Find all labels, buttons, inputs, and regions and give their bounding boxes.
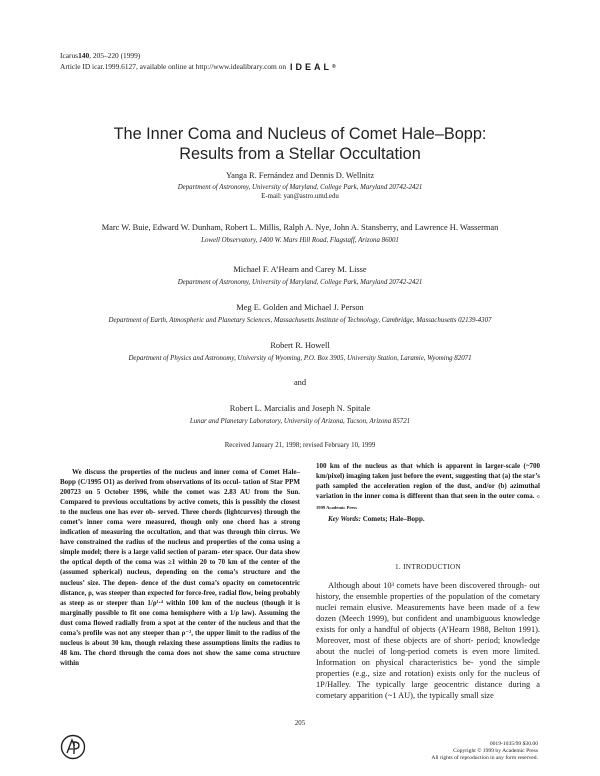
issn-price: 0019-1035/99 $30.00 — [489, 741, 538, 747]
affiliation-5: Department of Physics and Astronomy, University of Wyoming, P.O. Box 3905, University Station, Laramie, Wyoming 82071 — [128, 355, 472, 362]
abstract-line: 2.83 AU from the Sun. Compared to previous occultations by active — [60, 488, 300, 507]
keywords — [328, 514, 425, 524]
author-email: E-mail: yan@astro.umd.edu — [261, 193, 339, 200]
article-id: Article ID icar.1999.6127, available online at http://www.idealibrary.com on — [60, 61, 287, 71]
abstract-line: it is marginally possible to fit one coma hemisphere with a 1/ρ law). — [60, 598, 301, 617]
author-group-2: Marc W. Buie, Edward W. Dunham, Robert L. Millis, Ralph A. Nye, John A. Stansberry, and Lawrence H. Wasserman — [101, 223, 499, 232]
intro-line: cometary nuclei remain elusive. Measurements have been made — [316, 591, 540, 612]
abstract-line: and/or (b) azimuthal variation in the inner coma is different than — [316, 482, 541, 501]
abstract-line: We discuss the properties of the nucleus and inner coma of Comet — [72, 468, 280, 476]
abstract-line: (~700 km/pixel) imaging taken just before the event, suggesting — [316, 462, 540, 481]
page-number: 205 — [294, 720, 306, 727]
abstract-line: have constrained the radius of the nucleus and properties of the — [60, 538, 258, 547]
intro-paragraph — [316, 581, 540, 701]
abstract-line: that seen in the outer coma. — [450, 492, 535, 501]
abstract-line: the nucleus and that the coma’s profile was not any steeper than ρ⁻², — [60, 618, 300, 637]
abstract-line: depending on the coma’s structure and the nucleus’ size. The depen- — [60, 568, 300, 587]
affiliation-4: Department of Earth, Atmospheric and Planetary Sciences, Massachusetts Institute of Technology, Cambridge, Massachusetts 02139-4307 — [108, 317, 492, 324]
abstract-line: served. Three chords (lightcurves) through the comet’s inner coma — [60, 508, 301, 527]
abstract-line: steeper than expected for force-free, radial flow, being probably as — [60, 588, 300, 607]
author-group-3: Michael F. A’Hearn and Carey M. Lisse — [233, 265, 367, 274]
author-group-5: Robert R. Howell — [270, 341, 330, 350]
affiliation-2: Lowell Observatory, 1400 W. Mars Hill Road, Flagstaff, Arizona 86001 — [201, 237, 399, 244]
keywords-label: Key Words: — [328, 515, 361, 523]
copyright-notice: © 1999 Academic Press — [316, 494, 540, 511]
publisher-logo-icon — [60, 734, 86, 760]
abstract-line: comets, this is possibly the closest to the nucleus one has ever ob- — [60, 498, 301, 517]
journal-name: Icarus — [60, 51, 79, 60]
and-separator: and — [293, 378, 307, 387]
title-line-1: The Inner Coma and Nucleus of Comet Hale–Bopp: — [113, 125, 487, 143]
publisher-logo — [60, 734, 86, 760]
abstract — [60, 467, 300, 668]
author-group-1: Yanga R. Fernández and Dennis D. Wellnitz — [225, 171, 375, 180]
abstract-line: steep as or steeper than 1/ρ¹·⁴ within 100 km of the nucleus (though — [69, 598, 285, 607]
intro-line: Belton 1991). Moreover, most of these objects are of short- — [316, 624, 540, 645]
ideal-reg-mark: ® — [332, 63, 336, 70]
copyright-footer — [431, 741, 538, 763]
intro-line: period; knowledge about the nuclei of long-period comets is — [316, 635, 540, 656]
affiliation-3: Department of Astronomy, University of Maryland, College Park, Maryland 20742-2421 — [177, 279, 423, 286]
ideal-logo[interactable] — [290, 62, 336, 73]
abstract-line: tation of Star PPM 200723 on 5 October 1996, while the comet was — [60, 478, 300, 497]
abstract-line: within 20 to 70 km of the center of the (assumed spherical) nucleus, — [60, 558, 301, 577]
intro-line: during a cometary apparition (~1 AU), the typically small size — [316, 679, 540, 700]
abstract-line: eter space. Our data show the optical depth of the coma was ≥1 — [60, 548, 301, 567]
intro-line: Although about 10³ comets have been discovered through- — [328, 581, 527, 590]
abstract-line: Hale–Bopp (C/1995 O1) as derived from observations of its occul- — [60, 468, 301, 487]
abstract-line: through the coma does not show the same coma structure within — [60, 648, 300, 667]
affiliation-1: Department of Astronomy, University of Maryland, College Park, Maryland 20742-2421 — [177, 184, 423, 191]
copyright-line: Copyright © 1999 by Academic Press — [453, 748, 538, 755]
abstract-line: that (a) the star’s path sampled the acceleration region of the dust, — [316, 472, 541, 491]
intro-line: knowledge exists for only a handful of objects (A’Hearn 1988, — [316, 613, 540, 634]
affiliation-6: Lunar and Planetary Laboratory, University of Arizona, Tucson, Arizona 85721 — [189, 418, 411, 425]
abstract-line: dence of the dust coma’s opacity on cometocentric distance, ρ, was — [60, 578, 300, 597]
abstract-line: Assuming the dust coma flowed radially from a spot at the center of — [60, 608, 300, 627]
citation-line — [60, 51, 336, 62]
paper-title — [60, 124, 540, 164]
author-group-6: Robert L. Marcialis and Joseph N. Spitale — [229, 404, 371, 413]
intro-line: out history, the ensemble properties of the population of the — [316, 581, 540, 601]
keywords-value: Comets; Hale–Bopp. — [362, 515, 425, 523]
author-group-4: Meg E. Golden and Michael J. Person — [236, 303, 364, 312]
volume-number: 140 — [78, 51, 90, 60]
abstract-line: the upper limit to the radius of the nucleus is about 30 km, though — [60, 628, 301, 647]
intro-line: of a few dozen (Meech 1999), but confident and unambiguous — [316, 602, 540, 623]
rights-line: All rights of reproduction in any form reserved. — [431, 755, 538, 762]
intro-line: yond the simple properties (e.g., size and rotation) exists only for — [316, 657, 541, 678]
abstract-line: measuring the occultation, and that was through thin cirrus. We — [101, 528, 300, 537]
intro-line: the nucleus of 1P/Halley. The typically large geocentric distance — [316, 668, 540, 689]
abstract-continued — [316, 461, 540, 513]
journal-header — [60, 51, 336, 72]
title-line-2: Results from a Stellar Occultation — [179, 145, 421, 163]
received-dates: Received January 21, 1998; revised February 10, 1999 — [224, 442, 376, 449]
ideal-logo-text: IDEAL — [290, 61, 333, 72]
abstract-line: were measured, though only one chord has a strong indication of — [60, 518, 301, 537]
abstract-line: coma using a simple model; there is a large valid section of param- — [60, 538, 300, 557]
article-id-line — [60, 62, 336, 73]
abstract-line: 100 km of the nucleus as that which is apparent in larger-scale — [316, 462, 521, 470]
intro-line: even more limited. Information on physical characteristics be- — [316, 646, 540, 667]
citation-pages: , 205–220 (1999) — [89, 51, 141, 60]
section-heading: 1. INTRODUCTION — [395, 563, 461, 571]
abstract-line: relaxing these assumptions limits the radius to 48 km. The chord — [60, 638, 301, 657]
